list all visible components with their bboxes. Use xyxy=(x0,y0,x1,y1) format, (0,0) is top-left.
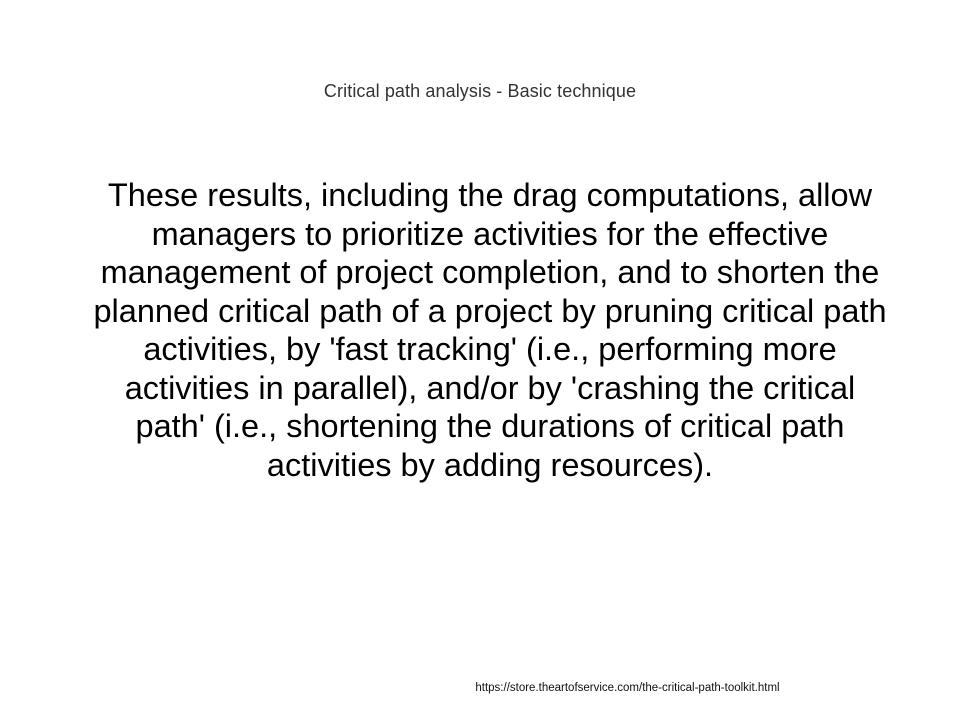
source-url: https://store.theartofservice.com/the-critical-path-toolkit.html xyxy=(475,682,780,694)
slide-title: Critical path analysis - Basic technique xyxy=(323,81,637,101)
slide-body-text: These results, including the drag computations, allow managers to prioritize activities for the effective management of project completion, and to shorten the planned critical path of a project by pruning critical path activities, by 'fast tracking' (i.e., performing more activities in parallel), and/or by 'crashing the critical path' (i.e., shortening the durations of critical path activities by adding resources). xyxy=(93,177,887,483)
